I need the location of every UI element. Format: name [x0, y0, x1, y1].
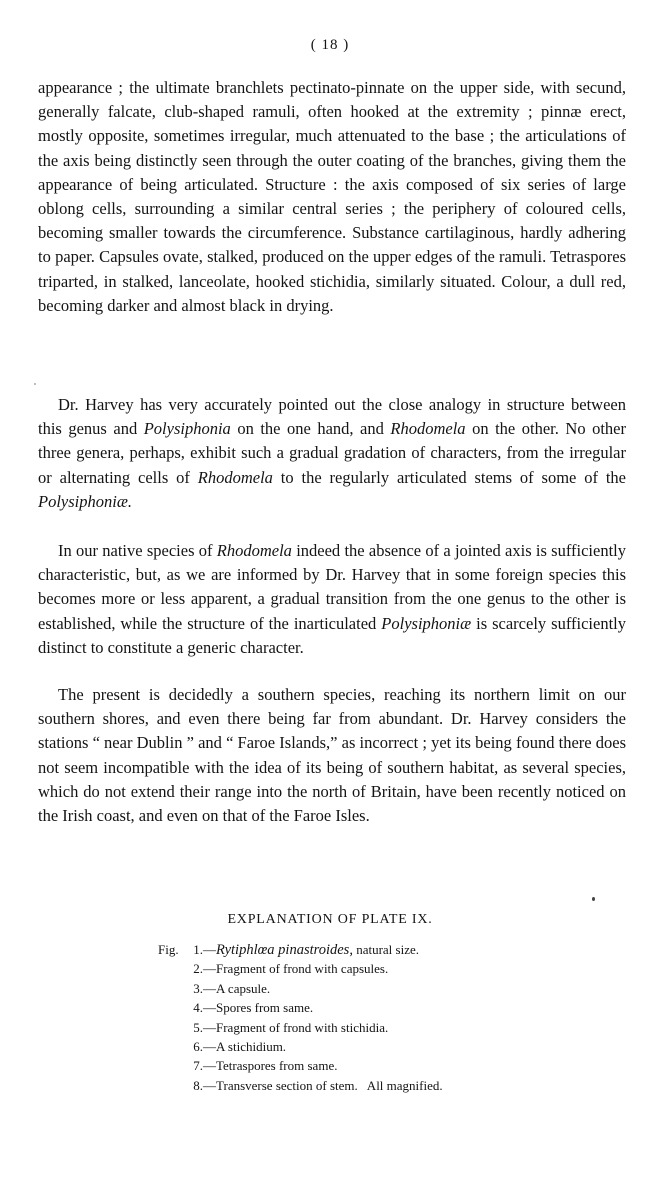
figure-species-name: Rytiphlœa pinastroides,: [216, 942, 353, 958]
paragraph-text: appearance ; the ultimate branchlets pectinato-pinnate on the upper side, with secund, generally falcate, club-shaped ramuli, often hooked at the extremity ; pinnæ erect, mostly opposite, sometimes irregular, much attenuated to the base ; the articulations of the axis being distinctly seen through the outer coating of the branches, giving them the appearance of being articulated. Structure : the axis composed of six series of large oblong cells, surrounding a similar central series ; the periphery of coloured cells, becoming smaller towards the circumference. Substance cartilaginous, hardly adhering to paper. Capsules ovate, stalked, produced on the upper edges of the ramuli. Tetraspores triparted, in stalked, lanceolate, hooked stichidia, similarly situated. Colour, a dull red, becoming darker and almost black in drying.: [38, 78, 626, 315]
figure-number: 5.: [193, 1019, 203, 1035]
figure-number: 2.: [193, 961, 203, 977]
print-speck: [592, 897, 595, 901]
page-number: ( 18 ): [310, 37, 350, 53]
figure-dash: —: [203, 980, 216, 996]
figure-number: 1.: [193, 942, 203, 957]
paragraph-text: The present is decidedly a southern species, reaching its northern limit on our southern shores, and even there being far from abundant. Dr. Harvey considers the stations “ near Dublin ” and “ Faroe Islands,” as incorrect ; yet its being found there does not seem incompatible with the idea of its being of southern habitat, as several species, which do not extend their range into the north of Britain, have been recently noticed on the Irish coast, and even on that of the Faroe Isles.: [38, 685, 626, 826]
text-run: on the other. No other three genera, perhaps, exhibit such a gradual gradation of characters, from the irregular or alternating cells of: [38, 419, 626, 487]
figure-description: Transverse section of stem. All magnified.: [216, 1077, 443, 1093]
paragraph-native-species: [38, 539, 626, 660]
figure-dash: —: [203, 1077, 216, 1093]
figure-item: [0, 998, 660, 1017]
figure-description: Fragment of frond with stichidia.: [216, 1019, 389, 1035]
figure-number: 8.: [193, 1077, 203, 1093]
italic-genus: Rhodomela: [197, 467, 273, 487]
figure-caption: [203, 1076, 443, 1095]
print-speck: [34, 383, 36, 385]
figure-caption: [203, 1056, 337, 1075]
figure-description: A stichidium.: [216, 1038, 287, 1054]
figure-caption: [203, 998, 313, 1017]
figure-description: Spores from same.: [216, 1000, 314, 1016]
figure-caption: [203, 1018, 388, 1037]
figure-number: 3.: [193, 980, 203, 996]
paragraph-southern-species: [38, 683, 626, 828]
plate-explanation-title: EXPLANATION OF PLATE IX.: [227, 912, 433, 927]
figure-item: [0, 1037, 660, 1056]
figure-list: [0, 940, 660, 1095]
italic-genus: Polysiphoniæ: [381, 613, 472, 633]
italic-genus: Polysiphoniæ.: [38, 491, 132, 511]
figure-item: [0, 1076, 660, 1095]
text-run: In our native species of: [58, 541, 217, 560]
figure-dash: —: [203, 1000, 216, 1016]
figure-dash: —: [203, 961, 216, 977]
figure-caption: [203, 1037, 286, 1056]
text-run: is scarcely sufficiently distinct to constitute a generic character.: [38, 613, 626, 657]
text-run: Dr. Harvey has very accurately pointed out the close analogy in structure between this genus and: [38, 395, 626, 439]
italic-genus: Rhodomela: [216, 541, 292, 560]
figure-item: [0, 979, 660, 998]
italic-genus: Polysiphonia: [143, 419, 231, 439]
figure-caption: [203, 979, 270, 998]
figure-dash: —: [203, 1058, 216, 1074]
figure-description: Tetraspores from same.: [216, 1058, 338, 1074]
figure-item: [0, 1018, 660, 1037]
figure-description: natural size.: [352, 942, 420, 957]
figure-description: Fragment of frond with capsules.: [216, 961, 389, 977]
paragraph-description: [38, 76, 626, 318]
figure-dash: —: [203, 942, 216, 957]
paragraph-harvey-analogy: [38, 393, 626, 514]
figure-number: 6.: [193, 1038, 203, 1054]
figure-prefix: Fig.: [158, 942, 179, 957]
italic-genus: Rhodomela: [390, 419, 466, 439]
figure-dash: —: [203, 1019, 216, 1035]
figure-item: [0, 1056, 660, 1075]
figure-dash: —: [203, 1038, 216, 1054]
figure-item: [0, 940, 660, 959]
figure-caption: [203, 959, 388, 978]
figure-caption: [203, 940, 419, 960]
figure-item: [0, 959, 660, 978]
text-run: on the one hand, and: [230, 419, 391, 439]
figure-description: A capsule.: [216, 980, 271, 996]
figure-number: 7.: [193, 1058, 203, 1074]
text-run: to the regularly articulated stems of some of the: [272, 467, 626, 487]
figure-number: 4.: [193, 1000, 203, 1016]
text-run: indeed the absence of a jointed axis is sufficiently characteristic, but, as we are informed by Dr. Harvey that in some foreign species this becomes more or less apparent, a gradual transition from the one genus to the other is established, while the structure of the inarticulated: [38, 541, 626, 633]
